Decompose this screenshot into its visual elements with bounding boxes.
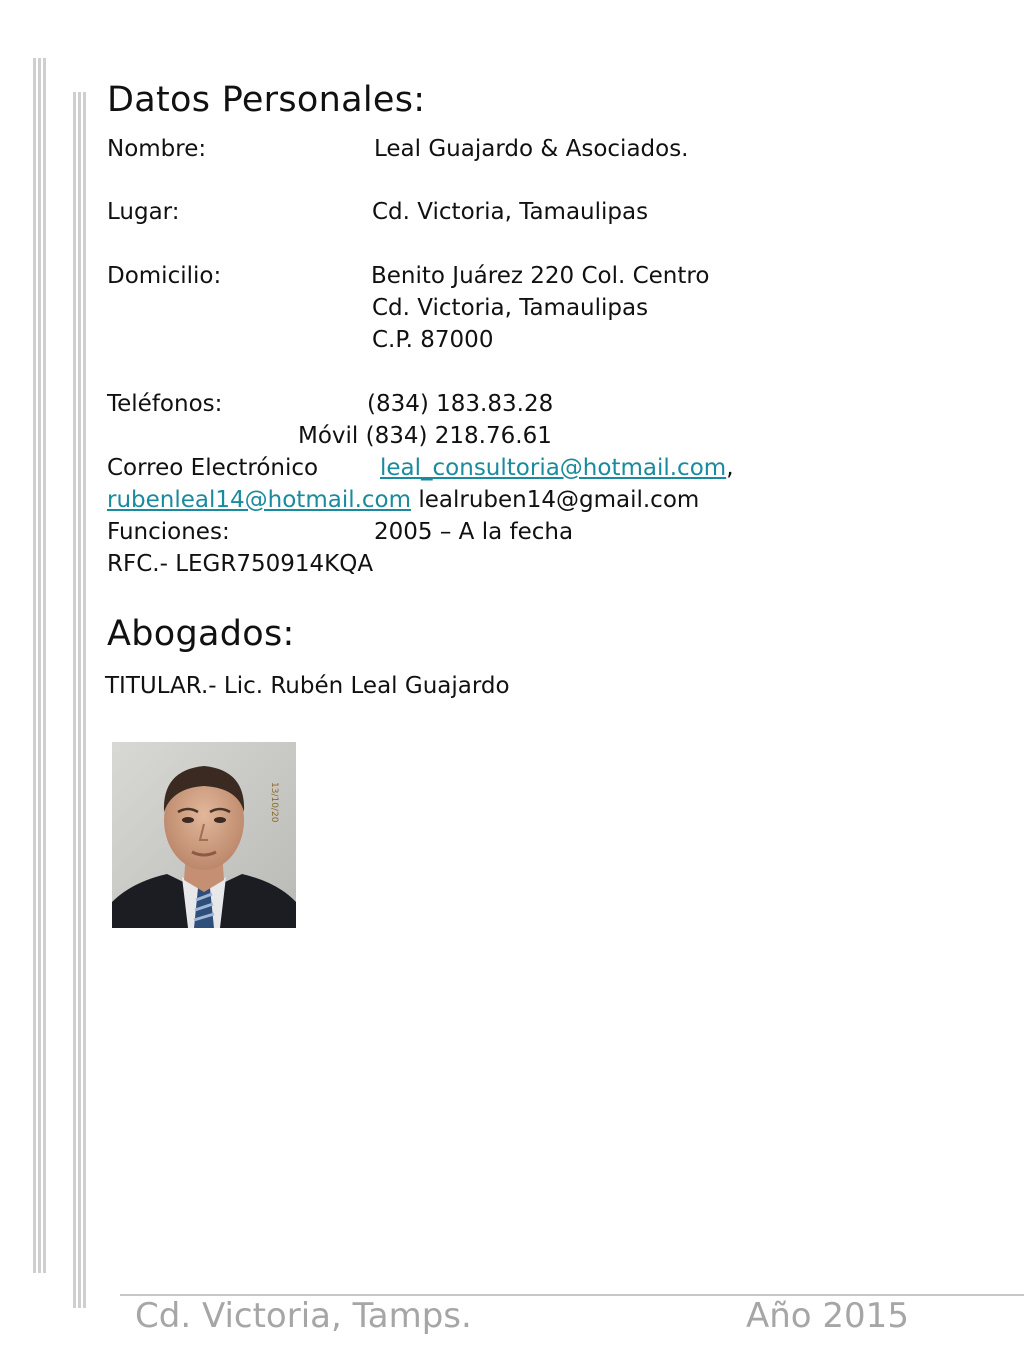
movil-value: Móvil (834) 218.76.61 bbox=[298, 423, 552, 449]
email-link-1[interactable]: leal_consultoria@hotmail.com bbox=[380, 455, 727, 481]
telefono-value: (834) 183.83.28 bbox=[367, 391, 554, 417]
decor-bar bbox=[78, 92, 81, 1308]
nombre-label: Nombre: bbox=[107, 136, 207, 162]
nombre-value: Leal Guajardo & Asociados. bbox=[374, 136, 689, 162]
decor-bar bbox=[43, 58, 46, 1273]
portrait-photo-icon bbox=[112, 742, 296, 928]
decor-bar bbox=[38, 58, 41, 1273]
rfc: RFC.- LEGR750914KQA bbox=[107, 551, 374, 577]
email-3: lealruben14@gmail.com bbox=[418, 487, 700, 513]
decor-bar bbox=[33, 58, 36, 1273]
section-title-personal: Datos Personales: bbox=[107, 80, 426, 120]
lugar-value: Cd. Victoria, Tamaulipas bbox=[372, 199, 649, 225]
domicilio-label: Domicilio: bbox=[107, 263, 222, 289]
funciones-value: 2005 – A la fecha bbox=[374, 519, 574, 545]
decor-bar bbox=[73, 92, 76, 1308]
domicilio-line2: Cd. Victoria, Tamaulipas bbox=[372, 295, 649, 321]
footer-year: Año 2015 bbox=[746, 1296, 909, 1336]
titular: TITULAR.- Lic. Rubén Leal Guajardo bbox=[105, 673, 510, 699]
footer-location: Cd. Victoria, Tamps. bbox=[135, 1296, 472, 1336]
telefonos-label: Teléfonos: bbox=[107, 391, 223, 417]
domicilio-line1: Benito Juárez 220 Col. Centro bbox=[371, 263, 710, 289]
funciones-label: Funciones: bbox=[107, 519, 230, 545]
email-line2 bbox=[107, 486, 699, 514]
svg-text:13/10/20: 13/10/20 bbox=[269, 782, 279, 823]
email-link-2[interactable]: rubenleal14@hotmail.com bbox=[107, 487, 412, 513]
section-title-lawyers: Abogados: bbox=[107, 614, 295, 654]
email-separator: , bbox=[726, 455, 734, 481]
email-line1 bbox=[380, 454, 734, 482]
lugar-label: Lugar: bbox=[107, 199, 180, 225]
decor-bar bbox=[83, 92, 86, 1308]
domicilio-line3: C.P. 87000 bbox=[372, 327, 494, 353]
correo-label: Correo Electrónico bbox=[107, 455, 319, 481]
